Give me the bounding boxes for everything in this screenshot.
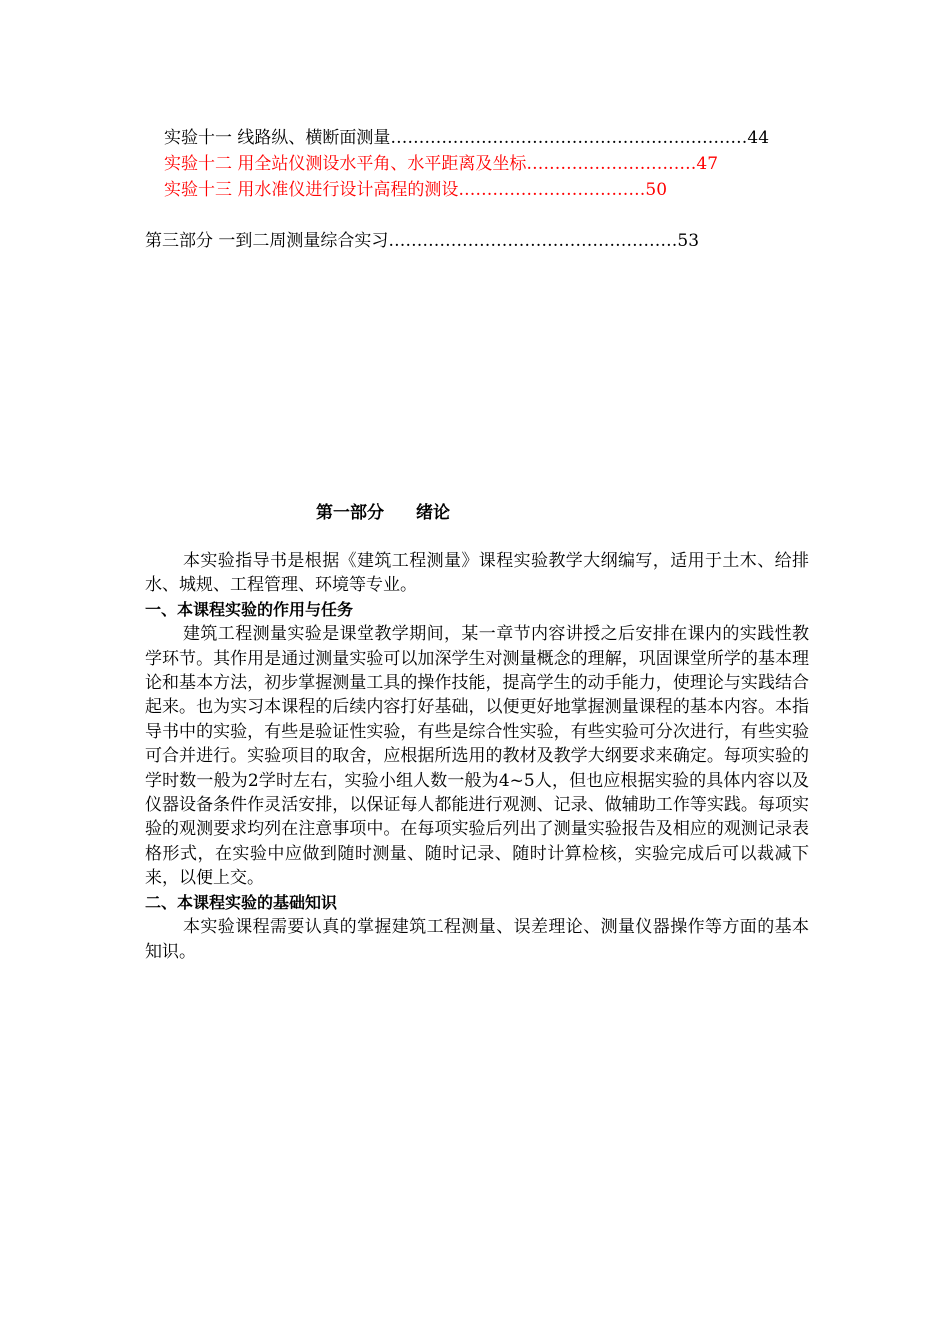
part-heading: [316, 500, 450, 526]
toc-item-11: [164, 125, 769, 151]
toc-item-leader: ………………………………………………………: [390, 128, 748, 148]
toc-item-page: 47: [696, 154, 719, 174]
toc-item-title: 实验十一 线路纵、横断面测量: [164, 128, 391, 148]
toc-item-page: 53: [677, 231, 700, 251]
part-label: 第一部分: [316, 503, 384, 523]
intro-paragraph: 本实验指导书是根据《建筑工程测量》课程实验教学大纲编写，适用于土木、给排水、城规、工程管理、环境等专业。: [145, 551, 809, 596]
toc-item-leader: ……………………………………………: [388, 231, 678, 251]
toc-item-leader: …………………………: [526, 154, 697, 174]
part-title: 绪论: [416, 503, 450, 523]
section-heading-1: 一、本课程实验的作用与任务: [145, 599, 354, 619]
section-heading-2: 二、本课程实验的基础知识: [145, 892, 338, 912]
toc-item-page: 50: [645, 180, 668, 200]
body-content: [145, 549, 809, 964]
toc-item-leader: ……………………………: [458, 180, 646, 200]
toc-item-title: 实验十三 用水准仪进行设计高程的测设: [164, 180, 459, 200]
toc-item-title: 实验十二 用全站仪测设水平角、水平距离及坐标: [164, 154, 527, 174]
toc-item-page: 44: [747, 128, 770, 148]
section-paragraph-2: 本实验课程需要认真的掌握建筑工程测量、误差理论、测量仪器操作等方面的基本知识。: [145, 917, 809, 962]
toc-item-12: [164, 151, 718, 177]
toc-item-title: 第三部分 一到二周测量综合实习: [145, 231, 389, 251]
section-paragraph-1: 建筑工程测量实验是课堂教学期间，某一章节内容讲授之后安排在课内的实践性教学环节。其作用是通过测量实验可以加深学生对测量概念的理解，巩固课堂所学的基本理论和基本方法，初步掌握测量工具的操作技能，提高学生的动手能力，使理论与实践结合起来。也为实习本课程的后续内容打好基础，以便更好地掌握测量课程的基本内容。本指导书中的实验，有些是验证性实验，有些是综合性实验，有些实验可分次进行，有些实验可合并进行。实验项目的取舍，应根据所选用的教材及教学大纲要求来确定。每项实验的学时数一般为2学时左右，实验小组人数一般为4~5人，但也应根据实验的具体内容以及仪器设备条件作灵活安排，以保证每人都能进行观测、记录、做辅助工作等实践。每项实验的观测要求均列在注意事项中。在每项实验后列出了测量实验报告及相应的观测记录表格形式，在实验中应做到随时测量、随时记录、随时计算检核，实验完成后可以裁减下来，以便上交。: [145, 624, 809, 889]
toc-item-13: [164, 177, 667, 203]
toc-item-part3: [145, 228, 699, 254]
